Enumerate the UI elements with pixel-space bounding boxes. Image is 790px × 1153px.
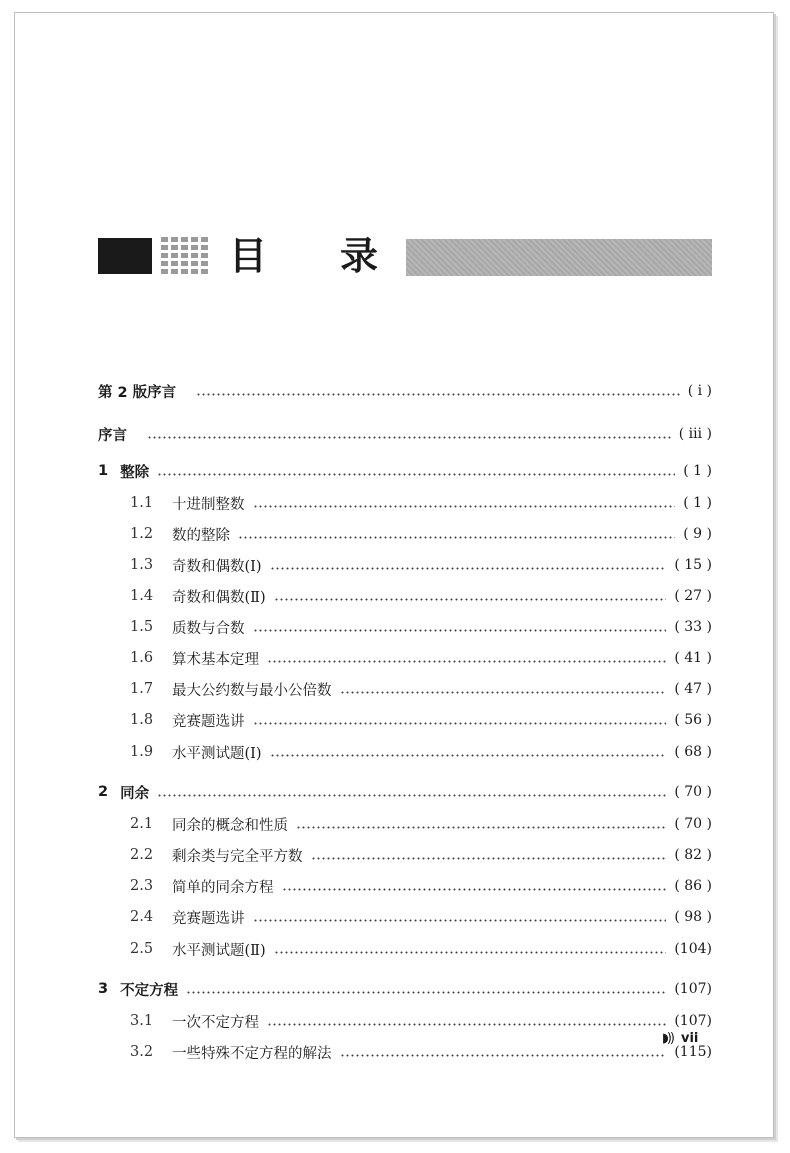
toc-leader-dots	[340, 1054, 667, 1057]
toc-heading-char-1: 目	[229, 234, 268, 278]
toc-leader-dots	[157, 794, 666, 797]
toc-entry-page: ( 9 )	[683, 526, 712, 542]
toc-entry-page: ( 1 )	[683, 463, 712, 479]
toc-leader-dots	[274, 598, 667, 601]
toc-entry[interactable]	[130, 938, 712, 960]
toc-entry[interactable]	[130, 709, 712, 731]
toc-entry[interactable]	[130, 585, 712, 607]
toc-entry-number: 1.2	[130, 526, 154, 542]
toc-entry[interactable]	[130, 492, 712, 514]
toc-entry-page: ( 27 )	[674, 588, 712, 604]
header-black-block	[98, 238, 152, 274]
toc-entry-page: ( 68 )	[674, 744, 712, 760]
toc-entry-number: 2.3	[130, 878, 154, 894]
toc-entry-page: ( 41 )	[674, 650, 712, 666]
toc-entry-page: (115)	[674, 1044, 712, 1060]
toc-leader-dots	[274, 951, 667, 954]
toc-entry-title: 剩余类与完全平方数	[172, 848, 303, 865]
toc-entry-number: 1.6	[130, 650, 154, 666]
toc-entry-number: 序言	[98, 427, 127, 444]
toc-leader-dots	[253, 629, 667, 632]
toc-leader-dots	[311, 857, 667, 860]
toc-entry-title: 水平测试题(Ⅰ)	[172, 745, 262, 762]
toc-entry[interactable]	[130, 813, 712, 835]
toc-entry-number: 1	[98, 463, 109, 479]
toc-leader-dots	[186, 991, 666, 994]
toc-entry-number: 1.4	[130, 588, 154, 604]
toc-entry-number: 1.1	[130, 495, 154, 511]
toc-entry-title: 奇数和偶数(Ⅱ)	[172, 589, 266, 606]
toc-entry-number: 第 2 版序言	[98, 384, 177, 401]
toc-entry-title: 同余	[120, 785, 150, 802]
toc-leader-dots	[270, 754, 667, 757]
toc-entry-title: 最大公约数与最小公倍数	[172, 682, 332, 699]
toc-entry[interactable]	[130, 678, 712, 700]
toc-entry-number: 1.7	[130, 681, 154, 697]
toc-entry-page: (107)	[674, 1013, 712, 1029]
toc-entry-title: 数的整除	[172, 527, 230, 544]
toc-entry[interactable]	[98, 380, 712, 402]
toc-entry-page: (107)	[674, 981, 712, 997]
toc-entry-title: 十进制整数	[172, 496, 245, 513]
toc-entry[interactable]	[130, 523, 712, 545]
toc-entry[interactable]	[98, 781, 712, 803]
toc-entry[interactable]	[130, 1041, 712, 1063]
toc-entry-title: 水平测试题(Ⅱ)	[172, 942, 266, 959]
toc-entry-page: ( ⅲ )	[678, 426, 712, 442]
toc-entry-title: 算术基本定理	[172, 651, 259, 668]
toc-entry-page: ( 15 )	[674, 557, 712, 573]
toc-entry-number: 2.2	[130, 847, 154, 863]
toc-entry-title: 竞赛题选讲	[172, 713, 245, 730]
toc-leader-dots	[157, 473, 675, 476]
toc-entry-number: 3.1	[130, 1013, 154, 1029]
toc-entry-page: ( 70 )	[674, 784, 712, 800]
toc-entry-number: 1.3	[130, 557, 154, 573]
toc-entry-number: 2.5	[130, 941, 154, 957]
toc-entry-page: ( 56 )	[674, 712, 712, 728]
toc-leader-dots	[267, 660, 666, 663]
toc-entry-title: 整除	[120, 464, 150, 481]
toc-entry[interactable]	[130, 647, 712, 669]
toc-leader-dots	[296, 826, 666, 829]
toc-entry-page: ( 82 )	[674, 847, 712, 863]
toc-entry-title: 同余的概念和性质	[172, 817, 288, 834]
page-number: vii	[681, 1030, 699, 1046]
toc-leader-dots	[267, 1023, 666, 1026]
toc-leader-dots	[282, 888, 667, 891]
page-footer	[662, 1029, 698, 1047]
header-dot-grid	[161, 237, 209, 275]
toc-entry-title: 竞赛题选讲	[172, 910, 245, 927]
toc-entry-number: 1.8	[130, 712, 154, 728]
toc-entry-page: ( 70 )	[674, 816, 712, 832]
toc-entry-title: 一次不定方程	[172, 1014, 259, 1031]
toc-entry-title: 质数与合数	[172, 620, 245, 637]
toc-entry[interactable]	[130, 1010, 712, 1032]
toc-heading-char-2: 录	[340, 234, 379, 278]
toc-entry-title: 一些特殊不定方程的解法	[172, 1045, 332, 1062]
toc-entry[interactable]	[130, 554, 712, 576]
toc-leader-dots	[253, 722, 667, 725]
toc-entry-page: ( 47 )	[674, 681, 712, 697]
toc-entry[interactable]	[130, 875, 712, 897]
toc-entry-page: ( ⅰ )	[687, 383, 712, 399]
toc-leader-dots	[147, 436, 671, 439]
toc-entry[interactable]	[98, 423, 712, 445]
toc-entry[interactable]	[98, 460, 712, 482]
header-gray-bar	[406, 239, 712, 276]
toc-leader-dots	[253, 505, 676, 508]
toc-entry-page: ( 98 )	[674, 909, 712, 925]
toc-entry-page: ( 1 )	[683, 495, 712, 511]
toc-entry-page: (104)	[674, 941, 712, 957]
toc-entry-page: ( 33 )	[674, 619, 712, 635]
toc-entry-title: 奇数和偶数(Ⅰ)	[172, 558, 262, 575]
toc-entry-title: 不定方程	[120, 982, 179, 999]
toc-leader-dots	[340, 691, 667, 694]
toc-entry[interactable]	[130, 741, 712, 763]
toc-entry-number: 2.4	[130, 909, 154, 925]
toc-entry[interactable]	[130, 616, 712, 638]
toc-entry-number: 3.2	[130, 1044, 154, 1060]
toc-entry-number: 2	[98, 784, 109, 800]
toc-entry-number: 3	[98, 981, 109, 997]
toc-leader-dots	[253, 919, 667, 922]
toc-entry[interactable]	[130, 906, 712, 928]
page-marker-icon: ◗))	[662, 1030, 673, 1046]
toc-entry-number: 1.9	[130, 744, 154, 760]
toc-entry-number: 1.5	[130, 619, 154, 635]
toc-entry[interactable]	[98, 978, 712, 1000]
toc-entry-number: 2.1	[130, 816, 154, 832]
toc-entry[interactable]	[130, 844, 712, 866]
toc-entry-page: ( 86 )	[674, 878, 712, 894]
toc-entry-title: 简单的同余方程	[172, 879, 274, 896]
toc-leader-dots	[270, 567, 667, 570]
toc-leader-dots	[196, 393, 680, 396]
toc-leader-dots	[238, 536, 675, 539]
